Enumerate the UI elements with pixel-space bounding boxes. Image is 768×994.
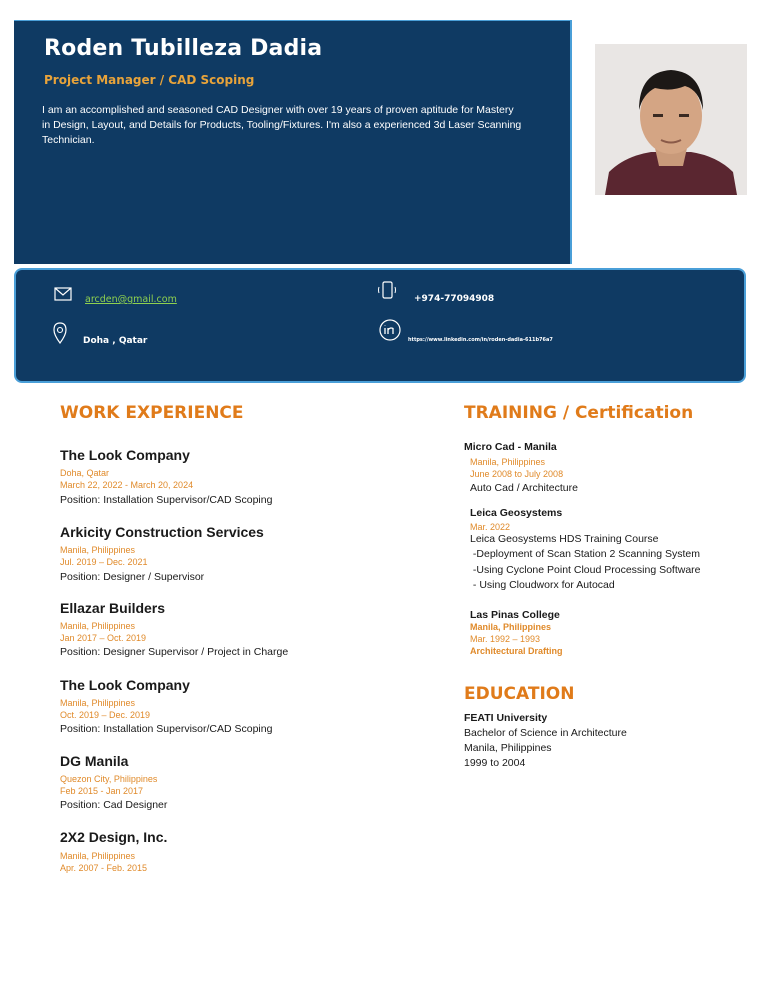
mail-icon: [54, 287, 72, 306]
training-line: -Deployment of Scan Station 2 Scanning System: [470, 548, 700, 560]
job-position: Position: Designer / Supervisor: [60, 571, 205, 583]
education-degree: Bachelor of Science in Architecture: [464, 727, 627, 739]
job-location: Doha, Qatar: [60, 468, 110, 478]
linkedin-icon: [378, 319, 402, 346]
job-company: The Look Company: [60, 677, 190, 693]
contact-linkedin[interactable]: https://www.linkedin.com/in/roden-dadia-611b76a7: [408, 337, 553, 343]
training-name: Leica Geosystems: [470, 507, 563, 519]
training-line: Auto Cad / Architecture: [470, 482, 578, 494]
job-dates: Jan 2017 – Oct. 2019: [60, 633, 147, 643]
training-line: -Using Cyclone Point Cloud Processing Software: [470, 564, 701, 576]
job-dates: Apr. 2007 - Feb. 2015: [60, 863, 148, 873]
training-dates: June 2008 to July 2008: [470, 469, 564, 479]
training-course: Architectural Drafting: [470, 646, 563, 656]
email-link[interactable]: arcden@gmail.com: [85, 294, 177, 305]
job-company: Arkicity Construction Services: [60, 524, 264, 540]
job-company: Ellazar Builders: [60, 600, 166, 616]
job-company: The Look Company: [60, 447, 190, 463]
job-company: 2X2 Design, Inc.: [60, 829, 168, 845]
profile-photo: [595, 44, 747, 195]
education-school: FEATI University: [464, 712, 548, 724]
contact-location: Doha , Qatar: [83, 336, 148, 346]
training-dates: Mar. 2022: [470, 522, 511, 532]
training-line: - Using Cloudworx for Autocad: [470, 579, 615, 591]
contact-phone: +974-77094908: [414, 294, 495, 304]
job-position: Position: Installation Supervisor/CAD Scoping: [60, 494, 273, 506]
job-dates: Feb 2015 - Jan 2017: [60, 786, 144, 796]
training-dates: Mar. 1992 – 1993: [470, 634, 541, 644]
job-position: Position: Cad Designer: [60, 799, 168, 811]
job-location: Manila, Philippines: [60, 851, 136, 861]
training-heading: TRAINING / Certification: [464, 403, 694, 423]
job-dates: March 22, 2022 - March 20, 2024: [60, 480, 194, 490]
training-location: Manila, Philippines: [470, 622, 552, 632]
job-location: Manila, Philippines: [60, 545, 136, 555]
candidate-name: Roden Tubilleza Dadia: [44, 36, 323, 61]
phone-icon: [376, 279, 398, 306]
job-dates: Oct. 2019 – Dec. 2019: [60, 710, 151, 720]
profile-summary: I am an accomplished and seasoned CAD Designer with over 19 years of proven aptitude for Mastery in Design, Layout, and Details for Products, Tooling/Fixtures. I'm also a experienced 3d Laser Scanning Technician.: [42, 104, 522, 146]
job-location: Manila, Philippines: [60, 621, 136, 631]
job-dates: Jul. 2019 – Dec. 2021: [60, 557, 148, 567]
job-location: Manila, Philippines: [60, 698, 136, 708]
location-pin-icon: [52, 322, 68, 349]
job-position: Position: Designer Supervisor / Project in Charge: [60, 646, 289, 658]
work-experience-heading: WORK EXPERIENCE: [60, 403, 244, 423]
training-location: Manila, Philippines: [470, 457, 546, 467]
contact-email[interactable]: [85, 294, 177, 305]
education-heading: EDUCATION: [464, 684, 575, 704]
training-line: Leica Geosystems HDS Training Course: [470, 533, 659, 545]
education-location: Manila, Philippines: [464, 742, 552, 754]
training-name: Micro Cad - Manila: [464, 441, 557, 453]
job-company: DG Manila: [60, 753, 129, 769]
candidate-role: Project Manager / CAD Scoping: [44, 73, 255, 87]
training-name: Las Pinas College: [470, 609, 560, 621]
job-location: Quezon City, Philippines: [60, 774, 158, 784]
job-position: Position: Installation Supervisor/CAD Scoping: [60, 723, 273, 735]
education-years: 1999 to 2004: [464, 757, 526, 769]
